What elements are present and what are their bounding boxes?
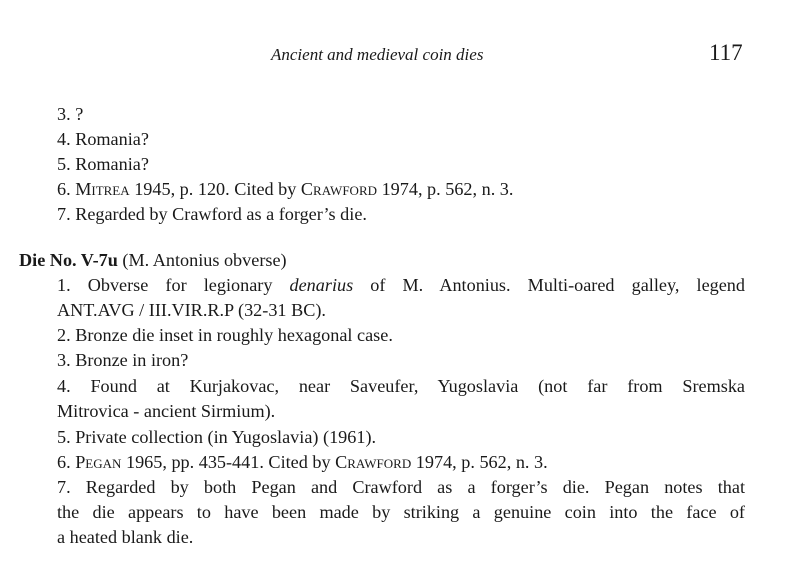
entry-line-1-cont: ANT.AVG / III.VIR.R.P (32-31 BC). (57, 300, 326, 320)
entry-line-3: 3. ? (57, 104, 84, 124)
entry-line-5: 5. Private collection (in Yugoslavia) (1961). (57, 427, 377, 447)
line-number: 6. (57, 179, 76, 199)
line-number: 6. (57, 452, 76, 472)
entry-line-5: 5. Romania? (57, 154, 149, 174)
italic-term: denarius (289, 275, 354, 295)
die-description: (M. Antonius obverse) (117, 250, 287, 270)
entry-line-4: 4. Romania? (57, 129, 149, 149)
entry-line-6 (57, 450, 548, 475)
entry-line-7: 7. Regarded by Crawford as a forger’s die. (57, 204, 367, 224)
entry-line-2: 2. Bronze die inset in roughly hexagonal case. (57, 325, 393, 345)
author-name: Crawford (335, 452, 412, 472)
citation-text: 1974, p. 562, n. 3. (411, 452, 548, 472)
author-name: Pegan (75, 452, 122, 472)
author-name: Crawford (300, 179, 378, 199)
author-name: Mitrea (75, 179, 130, 199)
entry-line-6 (57, 177, 513, 202)
die-label: Die No. V-7u (19, 250, 118, 270)
entry-text: 1. Obverse for legionary (57, 275, 290, 295)
citation-text: 1945, p. 120. Cited by (129, 179, 301, 199)
running-title: Ancient and medieval coin dies (271, 45, 484, 64)
entry-line-7-end: a heated blank die. (57, 527, 194, 547)
entry-line-1 (57, 273, 745, 298)
running-head (0, 42, 808, 66)
entry-line-7-cont: the die appears to have been made by striking a genuine coin into the face of (57, 502, 745, 522)
die-heading (19, 248, 287, 273)
entry-text: of M. Antonius. Multi-oared galley, legend (353, 275, 745, 295)
citation-text: 1965, pp. 435-441. Cited by (121, 452, 336, 472)
citation-text: 1974, p. 562, n. 3. (377, 179, 514, 199)
entry-line-4-cont: Mitrovica - ancient Sirmium). (57, 401, 276, 421)
entry-line-7: 7. Regarded by both Pegan and Crawford as a forger’s die. Pegan notes that (57, 477, 745, 497)
entry-line-3: 3. Bronze in iron? (57, 350, 189, 370)
page-number: 117 (709, 40, 743, 65)
entry-line-4: 4. Found at Kurjakovac, near Saveufer, Yugoslavia (not far from Sremska (57, 376, 745, 396)
